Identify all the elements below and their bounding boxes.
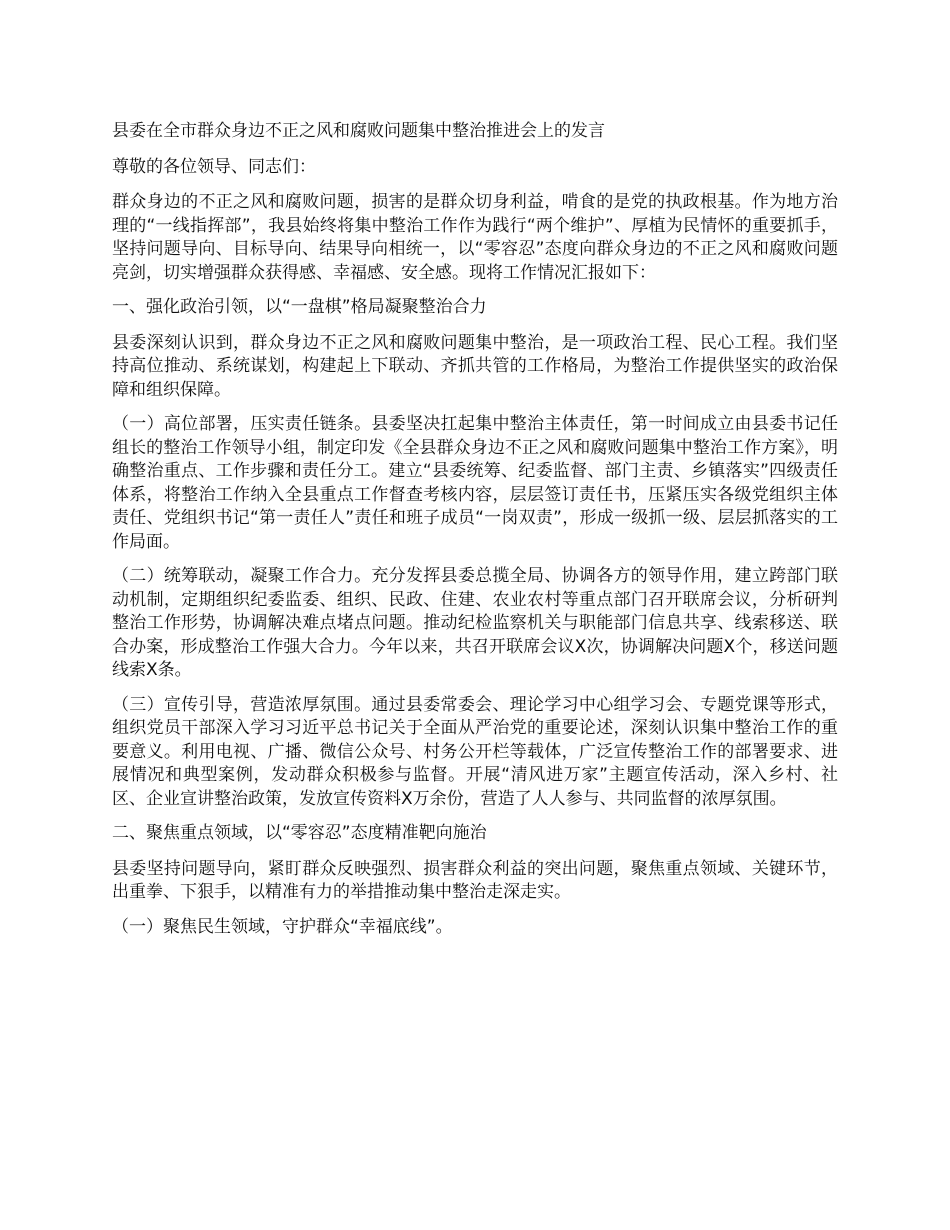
paragraph-section-1-item-3: （三）宣传引导，营造浓厚氛围。通过县委常委会、理论学习中心组学习会、专题党课等形式，组织党员干部深入学习习近平总书记关于全面从严治党的重要论述，深刻认识集中整治工作的重要意义。利用电视、广播、微信公众号、村务公开栏等载体，广泛宣传整治工作的部署要求、进展情况和典型案例，发动群众积极参与监督。开展“清风进万家”主题宣传活动，深入乡村、社区、企业宣讲整治政策，发放宣传资料X万余份，营造了人人参与、共同监督的浓厚氛围。: [112, 694, 838, 809]
greeting: 尊敬的各位领导、同志们：: [112, 156, 316, 177]
paragraph-section-1-item-1: （一）高位部署，压实责任链条。县委坚决扛起集中整治主体责任，第一时间成立由县委书记任组长的整治工作领导小组，制定印发《全县群众身边不正之风和腐败问题集中整治工作方案》，明确整治重点、工作步骤和责任分工。建立“县委统筹、纪委监督、部门主责、乡镇落实”四级责任体系，将整治工作纳入全县重点工作督查考核内容，层层签订责任书，压紧压实各级党组织主体责任、党组织书记“第一责任人”责任和班子成员“一岗双责”，形成一级抓一级、层层抓落实的工作局面。: [112, 414, 838, 552]
section-heading-1: 一、强化政治引领，以“一盘棋”格局凝聚整治合力: [112, 297, 487, 317]
section-heading-2: 二、聚焦重点领域，以“零容忍”态度精准靶向施治: [112, 823, 487, 843]
paragraph-section-1-intro: 县委深刻认识到，群众身边不正之风和腐败问题集中整治，是一项政治工程、民心工程。我们坚持高位推动、系统谋划，构建起上下联动、齐抓共管的工作格局，为整治工作提供坚实的政治保障和组织保障。: [112, 332, 838, 400]
paragraph-section-1-item-2: （二）统筹联动，凝聚工作合力。充分发挥县委总揽全局、协调各方的领导作用，建立跨部门联动机制，定期组织纪委监委、组织、民政、住建、农业农村等重点部门召开联席会议，分析研判整治工作形势，协调解决难点堵点问题。推动纪检监察机关与职能部门信息共享、线索移送、联合办案，形成整治工作强大合力。今年以来，共召开联席会议X次，协调解决问题X个，移送问题线索X条。: [112, 566, 838, 680]
document-title: 县委在全市群众身边不正之风和腐败问题集中整治推进会上的发言: [112, 121, 605, 141]
paragraph-section-2-intro: 县委坚持问题导向，紧盯群众反映强烈、损害群众利益的突出问题，聚焦重点领域、关键环节，出重拳、下狠手，以精准有力的举措推动集中整治走深走实。: [112, 858, 838, 902]
paragraph-section-2-item-1: （一）聚焦民生领域，守护群众“幸福底线”。: [112, 916, 453, 937]
paragraph-intro: 群众身边的不正之风和腐败问题，损害的是群众切身利益，啃食的是党的执政根基。作为地方治理的“一线指挥部”，我县始终将集中整治工作作为践行“两个维护”、厚植为民情怀的重要抓手，坚持问题导向、目标导向、结果导向相统一，以“零容忍”态度向群众身边的不正之风和腐败问题亮剑，切实增强群众获得感、幸福感、安全感。现将工作情况汇报如下：: [112, 192, 838, 283]
